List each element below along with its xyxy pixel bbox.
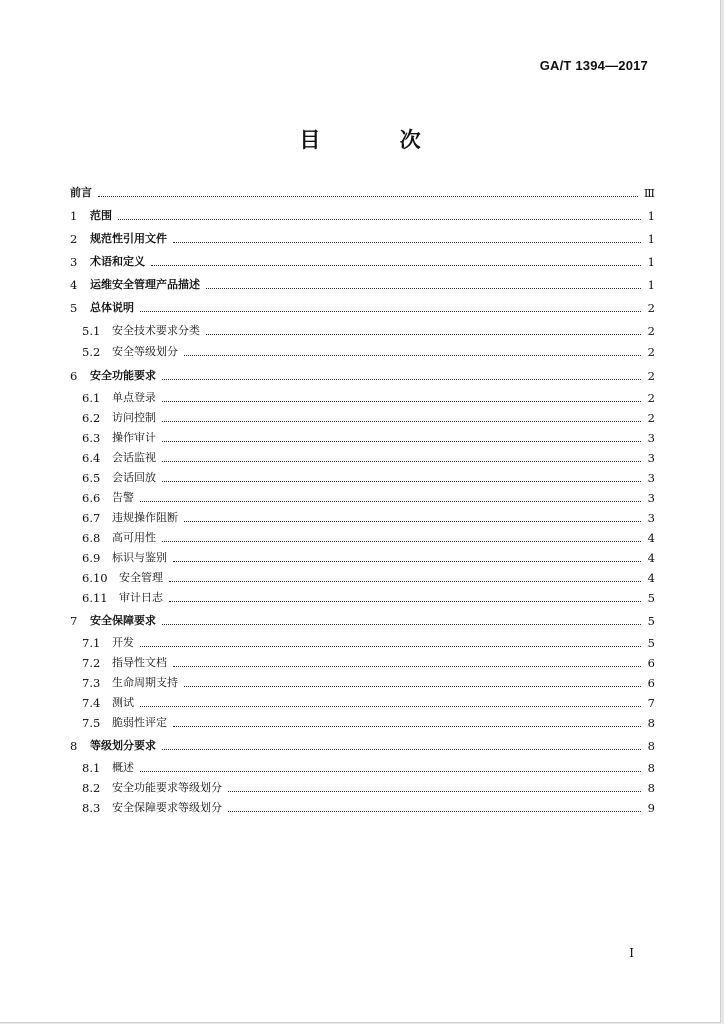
dot-leader <box>162 379 641 380</box>
toc-entry[interactable] <box>82 450 655 466</box>
toc-entry-number: 8 <box>70 739 78 753</box>
toc-entry-page-number: 2 <box>647 391 655 405</box>
toc-entry-label: 前言 <box>70 186 92 199</box>
toc-entry-page-number: 4 <box>647 531 655 545</box>
toc-entry[interactable] <box>82 800 655 816</box>
toc-entry-page-number: 8 <box>647 761 655 775</box>
toc-entry-label: 安全功能要求等级划分 <box>112 781 222 794</box>
toc-entry-label: 安全等级划分 <box>112 345 178 358</box>
toc-entry[interactable] <box>70 208 655 224</box>
toc-entry-label: 生命周期支持 <box>112 676 178 689</box>
dot-leader <box>140 706 641 707</box>
dot-leader <box>169 581 641 582</box>
toc-entry-label: 开发 <box>112 636 134 649</box>
dot-leader <box>162 481 641 482</box>
toc-entry-label: 概述 <box>112 761 134 774</box>
toc-entry-label: 高可用性 <box>112 531 156 544</box>
toc-entry-page-number: 5 <box>647 614 655 628</box>
toc-entry-label: 操作审计 <box>112 431 156 444</box>
toc-entry[interactable] <box>70 277 655 293</box>
dot-leader <box>162 441 641 442</box>
dot-leader <box>228 811 641 812</box>
toc-entry-label: 测试 <box>112 696 134 709</box>
toc-entry-number: 6.2 <box>82 411 101 425</box>
toc-entry-page-number: 3 <box>647 471 655 485</box>
toc-entry-label: 范围 <box>90 209 112 222</box>
toc-entry-number: 6.5 <box>82 471 101 485</box>
toc-entry-number: 7.4 <box>82 696 101 710</box>
toc-entry[interactable] <box>82 323 655 339</box>
dot-leader <box>184 521 641 522</box>
toc-entry-page-number: 3 <box>647 491 655 505</box>
toc-entry[interactable] <box>82 695 655 711</box>
toc-entry[interactable] <box>82 590 655 606</box>
toc-entry[interactable] <box>82 715 655 731</box>
toc-entry-label: 安全管理 <box>119 571 163 584</box>
toc-entry-page-number: 5 <box>647 636 655 650</box>
dot-leader <box>162 401 641 402</box>
dot-leader <box>151 265 641 266</box>
toc-entry[interactable] <box>82 550 655 566</box>
toc-entry-label: 访问控制 <box>112 411 156 424</box>
toc-entry-label: 指导性文档 <box>112 656 167 669</box>
toc-entry-page-number: 4 <box>647 551 655 565</box>
toc-entry-label: 审计日志 <box>119 591 163 604</box>
toc-entry-number: 6.10 <box>82 571 108 585</box>
toc-entry-label: 安全保障要求 <box>90 614 156 627</box>
dot-leader <box>173 561 641 562</box>
dot-leader <box>184 355 641 356</box>
toc-entry-number: 4 <box>70 278 78 292</box>
dot-leader <box>162 749 641 750</box>
standard-code: GA/T 1394—2017 <box>539 58 648 73</box>
toc-entry-label: 术语和定义 <box>90 255 145 268</box>
toc-entry-label: 安全技术要求分类 <box>112 324 200 337</box>
toc-entry[interactable] <box>70 185 655 201</box>
toc-entry-page-number: 9 <box>647 801 655 815</box>
toc-entry[interactable] <box>82 675 655 691</box>
toc-entry-number: 5.1 <box>82 324 101 338</box>
toc-entry-label: 总体说明 <box>90 301 134 314</box>
toc-entry[interactable] <box>82 530 655 546</box>
toc-entry-number: 2 <box>70 232 78 246</box>
toc-entry-page-number: 3 <box>647 451 655 465</box>
toc-entry[interactable] <box>70 231 655 247</box>
toc-entry-page-number: 1 <box>647 255 655 269</box>
toc-entry[interactable] <box>82 655 655 671</box>
toc-entry-page-number: 1 <box>647 209 655 223</box>
toc-entry-number: 8.1 <box>82 761 101 775</box>
dot-leader <box>118 219 641 220</box>
dot-leader <box>206 334 641 335</box>
dot-leader <box>162 624 641 625</box>
dot-leader <box>162 541 641 542</box>
toc-entry-number: 5 <box>70 301 78 315</box>
toc-entry-number: 6.9 <box>82 551 101 565</box>
toc-entry-page-number: 8 <box>647 781 655 795</box>
dot-leader <box>184 686 641 687</box>
dot-leader <box>173 242 641 243</box>
toc-entry-number: 8.2 <box>82 781 101 795</box>
toc-entry[interactable] <box>82 390 655 406</box>
page-folio: I <box>629 946 634 960</box>
toc-entry-page-number: 2 <box>647 369 655 383</box>
dot-leader <box>228 791 641 792</box>
toc-entry-label: 会话监视 <box>112 451 156 464</box>
toc-entry[interactable] <box>82 470 655 486</box>
toc-entry-label: 安全保障要求等级划分 <box>112 801 222 814</box>
toc-entry-page-number: 2 <box>647 301 655 315</box>
toc-entry-label: 标识与鉴别 <box>112 551 167 564</box>
toc-entry-page-number: 4 <box>647 571 655 585</box>
toc-entry-page-number: 1 <box>647 232 655 246</box>
toc-entry-page-number: 3 <box>647 431 655 445</box>
dot-leader <box>98 196 638 197</box>
toc-entry-label: 规范性引用文件 <box>90 232 167 245</box>
toc-entry-page-number: Ⅲ <box>643 186 655 200</box>
toc-entry-page-number: 6 <box>647 676 655 690</box>
toc-entry-page-number: 7 <box>647 696 655 710</box>
toc-entry-number: 1 <box>70 209 78 223</box>
toc-entry[interactable] <box>70 613 655 629</box>
toc-entry-number: 6.11 <box>82 591 108 605</box>
dot-leader <box>140 646 641 647</box>
toc-entry[interactable] <box>82 635 655 651</box>
toc-entry-page-number: 2 <box>647 411 655 425</box>
dot-leader <box>140 501 641 502</box>
toc-entry-number: 6.7 <box>82 511 101 525</box>
toc-entry[interactable] <box>82 430 655 446</box>
toc-entry-number: 6 <box>70 369 78 383</box>
toc-entry-label: 等级划分要求 <box>90 739 156 752</box>
toc-entry-number: 6.3 <box>82 431 101 445</box>
toc-entry[interactable] <box>82 410 655 426</box>
toc-entry-number: 6.8 <box>82 531 101 545</box>
toc-entry[interactable] <box>82 344 655 360</box>
toc-entry[interactable] <box>82 490 655 506</box>
dot-leader <box>162 421 641 422</box>
toc-entry[interactable] <box>70 254 655 270</box>
dot-leader <box>173 666 641 667</box>
toc-entry-label: 违规操作阻断 <box>112 511 178 524</box>
toc-entry-label: 会话回放 <box>112 471 156 484</box>
toc-entry-number: 6.4 <box>82 451 101 465</box>
toc-entry-page-number: 8 <box>647 739 655 753</box>
toc-entry[interactable] <box>82 510 655 526</box>
dot-leader <box>206 288 641 289</box>
toc-entry-label: 运维安全管理产品描述 <box>90 278 200 291</box>
toc-entry[interactable] <box>70 300 655 316</box>
dot-leader <box>173 726 641 727</box>
toc-entry-number: 8.3 <box>82 801 101 815</box>
toc-entry-number: 6.1 <box>82 391 101 405</box>
toc-entry-number: 7.2 <box>82 656 101 670</box>
toc-entry[interactable] <box>82 780 655 796</box>
toc-entry-number: 7.1 <box>82 636 101 650</box>
toc-entry-number: 3 <box>70 255 78 269</box>
toc-entry-page-number: 2 <box>647 345 655 359</box>
toc-entry-number: 7.5 <box>82 716 101 730</box>
dot-leader <box>140 311 641 312</box>
toc-entry-page-number: 8 <box>647 716 655 730</box>
toc-entry-number: 7.3 <box>82 676 101 690</box>
toc-entry-label: 告警 <box>112 491 134 504</box>
toc-entry-page-number: 3 <box>647 511 655 525</box>
toc-entry-page-number: 2 <box>647 324 655 338</box>
toc-entry[interactable] <box>82 760 655 776</box>
toc-entry-number: 6.6 <box>82 491 101 505</box>
toc-entry-page-number: 5 <box>647 591 655 605</box>
toc-entry-label: 脆弱性评定 <box>112 716 167 729</box>
toc-entry[interactable] <box>82 570 655 586</box>
toc-entry-number: 7 <box>70 614 78 628</box>
page-title: 目 次 <box>299 128 457 152</box>
toc-entry[interactable] <box>70 738 655 754</box>
dot-leader <box>162 461 641 462</box>
toc-entry-page-number: 6 <box>647 656 655 670</box>
toc-entry-label: 单点登录 <box>112 391 156 404</box>
dot-leader <box>140 771 641 772</box>
toc-entry[interactable] <box>70 368 655 384</box>
toc-entry-page-number: 1 <box>647 278 655 292</box>
toc-entry-number: 5.2 <box>82 345 101 359</box>
toc-entry-label: 安全功能要求 <box>90 369 156 382</box>
dot-leader <box>169 601 641 602</box>
